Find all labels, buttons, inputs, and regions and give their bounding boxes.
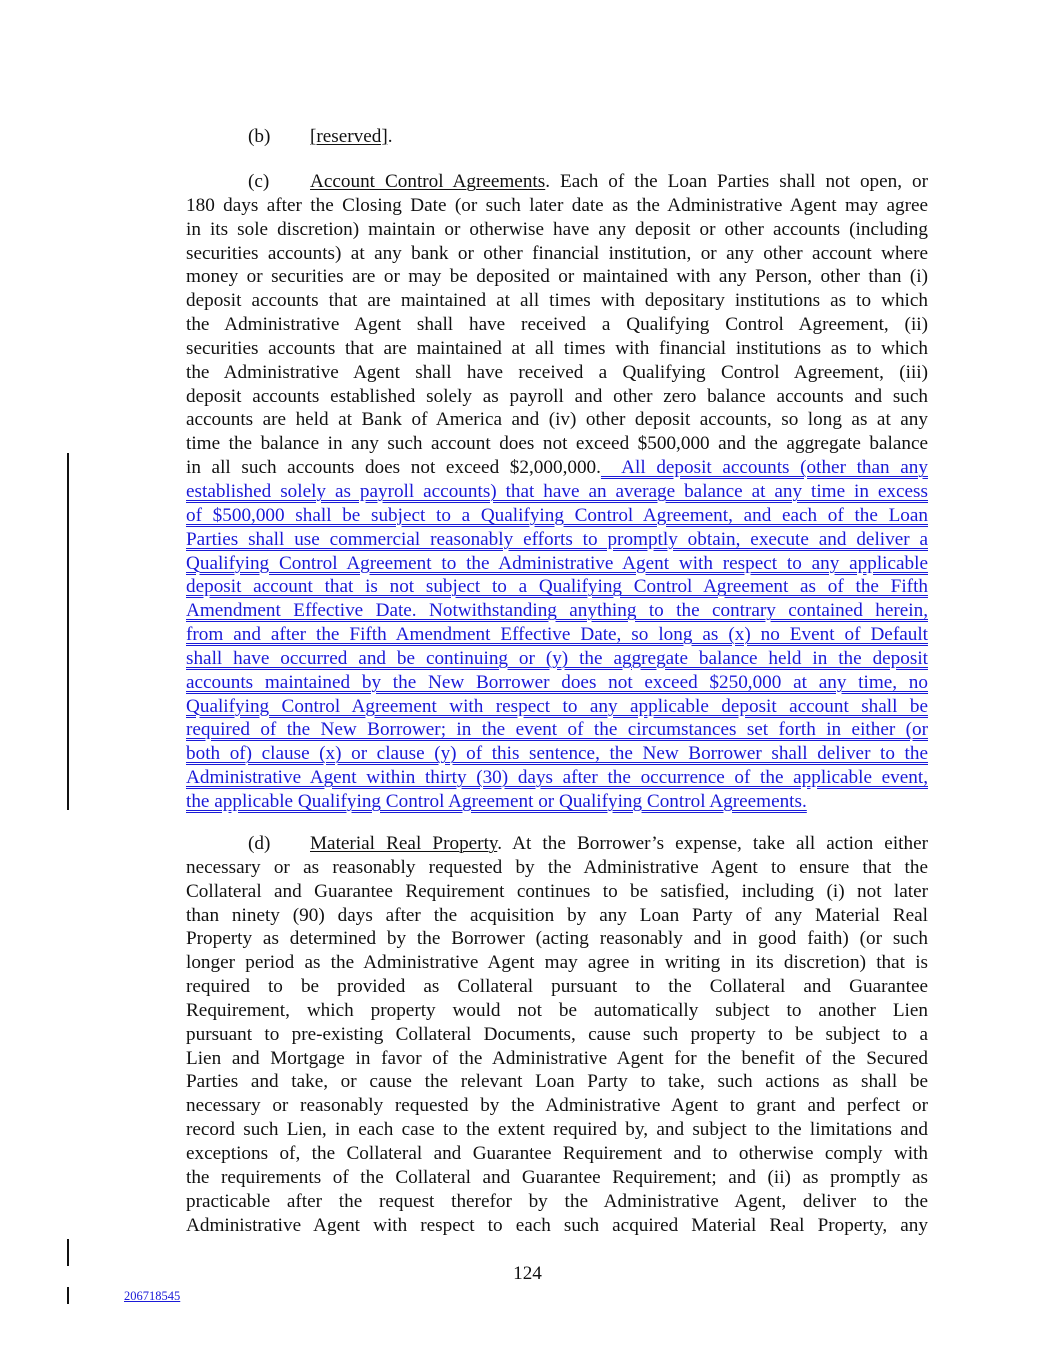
section-c-text: in all such accounts does not exceed $2,000,000. [186,457,601,479]
section-d-line: practicable after the request therefor by the Administrative Agent, deliver to the [186,1190,928,1212]
section-d-label: (d) [248,833,271,854]
change-bar [67,1287,69,1304]
inserted-text-line: both of) clause (x) or clause (y) of this sentence, the New Borrower shall deliver to the [186,743,928,765]
inserted-text-line: of $500,000 shall be subject to a Qualifying Control Agreement, and each of the Loan [186,504,928,526]
section-c-line: money or securities are or may be deposited or maintained with any Person, other than (i) [186,266,928,288]
section-c-text: . Each of the Loan Parties shall not open, or [545,171,928,192]
section-d-line: exceptions of, the Collateral and Guarantee Requirement and to otherwise comply with [186,1142,928,1164]
section-d-line: than ninety (90) days after the acquisition by any Loan Party of any Material Real [186,904,928,926]
section-d-line: Property as determined by the Borrower (acting reasonably and in good faith) (or such [186,928,928,950]
section-d-line: Requirement, which property would not be automatically subject to another Lien [186,999,928,1021]
inserted-text-last-line [186,790,928,814]
change-bar [67,453,69,810]
inserted-text-line: Qualifying Control Agreement to the Administrative Agent with respect to any applicable [186,552,928,574]
section-c-mixed-line [186,456,928,480]
section-c-heading: Account Control Agreements [310,171,546,192]
section-c-line: securities accounts that are maintained at all times with financial institutions as to which [186,337,928,359]
section-c-line: the Administrative Agent shall have received a Qualifying Control Agreement, (ii) [186,314,928,336]
section-c-line: the Administrative Agent shall have received a Qualifying Control Agreement, (iii) [186,361,928,383]
inserted-text-line: Qualifying Control Agreement with respect to any applicable deposit account shall be [186,695,928,717]
section-b-tail: . [387,126,393,147]
section-c-line: deposit accounts established solely as payroll and other zero balance accounts and such [186,385,928,407]
inserted-text-line: shall have occurred and be continuing or (y) the aggregate balance held in the deposit [186,647,928,669]
section-d-line: pursuant to pre-existing Collateral Documents, cause such property to be subject to a [186,1023,928,1045]
section-b [186,125,928,149]
inserted-text-line: Amendment Effective Date. Notwithstanding anything to the contrary contained herein, [186,600,928,622]
inserted-text-line: Administrative Agent within thirty (30) days after the occurrence of the applicable event, [186,767,928,789]
inserted-text: All deposit accounts (other than any [600,457,928,479]
inserted-text-line: deposit account that is not subject to a Qualifying Control Agreement as of the Fifth [186,576,928,598]
inserted-text: the applicable Qualifying Control Agreement or Qualifying Control Agreements. [186,790,807,812]
inserted-text-line: from and after the Fifth Amendment Effective Date, so long as (x) no Event of Default [186,624,928,646]
section-d-line: Parties and take, or cause the relevant Loan Party to take, such actions as shall be [186,1071,928,1093]
section-d-line: required to be provided as Collateral pursuant to the Collateral and Guarantee [186,976,928,998]
section-c-line: time the balance in any such account does not exceed $500,000 and the aggregate balance [186,433,928,455]
section-d-line: necessary or reasonably requested by the Administrative Agent to grant and perfect or [186,1095,928,1117]
inserted-text-line: accounts maintained by the New Borrower does not exceed $250,000 at any time, no [186,671,928,693]
section-d [186,832,928,1237]
section-c-line: securities accounts) at any bank or other financial institution, or any other account where [186,242,928,264]
section-c-line: 180 days after the Closing Date (or such later date as the Administrative Agent may agree [186,194,928,216]
section-b-line [186,125,928,149]
section-d-first-line [186,832,928,856]
section-c-line: accounts are held at Bank of America and (iv) other deposit accounts, so long as at any [186,409,928,431]
section-d-line: the requirements of the Collateral and Guarantee Requirement; and (ii) as promptly as [186,1166,928,1188]
section-d-text: . At the Borrower’s expense, take all action either [497,833,928,854]
inserted-text-line: Parties shall use commercial reasonably efforts to promptly obtain, execute and deliver a [186,528,928,550]
section-c-line: deposit accounts that are maintained at all times with depositary institutions as to which [186,290,928,312]
section-d-line: record such Lien, in each case to the extent required by, and subject to the limitations and [186,1119,928,1141]
section-d-line: necessary or as reasonably requested by the Administrative Agent to ensure that the [186,856,928,878]
section-c [186,170,928,814]
section-d-heading: Material Real Property [310,833,498,854]
section-d-line: longer period as the Administrative Agent may agree in writing in its discretion) that is [186,952,928,974]
section-c-line: in its sole discretion) maintain or otherwise have any deposit or other accounts (including [186,218,928,240]
section-c-first-line [186,170,928,194]
document-id: 206718545 [124,1289,181,1303]
section-d-line: Lien and Mortgage in favor of the Administrative Agent for the benefit of the Secured [186,1047,928,1069]
change-bar [67,1239,69,1266]
section-b-label: (b) [248,126,271,147]
inserted-text-line: established solely as payroll accounts) that have an average balance at any time in excess [186,480,928,502]
section-d-line: Administrative Agent with respect to each such acquired Material Real Property, any [186,1214,928,1236]
section-d-line: Collateral and Guarantee Requirement continues to be satisfied, including (i) not later [186,880,928,902]
inserted-text-line: required of the New Borrower; in the event of the circumstances set forth in either (or [186,719,928,741]
page-number: 124 [513,1263,542,1284]
section-c-label: (c) [248,171,270,192]
section-b-heading: [reserved] [310,126,388,147]
